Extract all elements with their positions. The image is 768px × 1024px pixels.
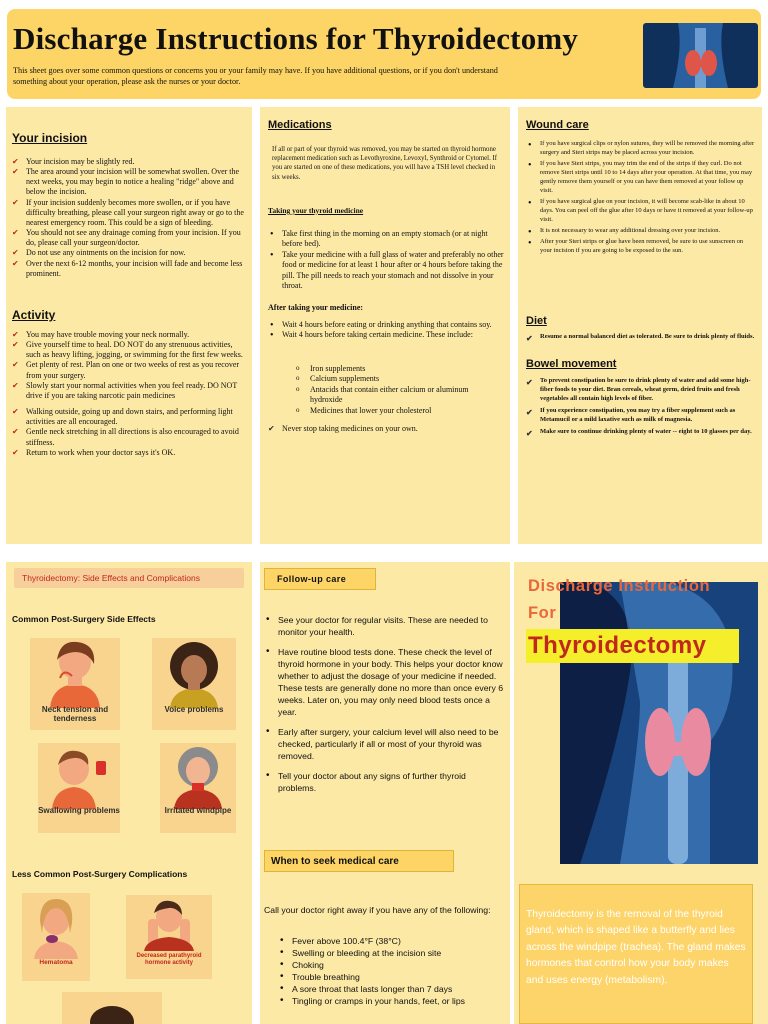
medications-intro: If all or part of your thyroid was removed, you may be started on thyroid hormone replacement medication such as Levothyroxine, Levoxyl, Synthroid or Cytomel. If you are started on one of these medications, you will have a TSH level checked in six weeks.	[272, 146, 497, 181]
list-item: ✔ You may have trouble moving your neck normally.	[12, 330, 248, 340]
activity-list	[12, 330, 248, 458]
cover-title-highlight	[526, 629, 739, 663]
list-item: ✔ Never stop taking medicines on your own.	[268, 424, 504, 433]
incision-activity-panel	[6, 107, 252, 544]
list-item: o Medicines that lower your cholesterol	[296, 406, 496, 416]
list-item: • Take your medicine with a full glass of water and preferably no other food or medicine for at least 1 hour after or 4 hours before taking the pill. The pill needs to reach your stomach and not dissolve in your throat.	[268, 250, 504, 292]
figure-swallowing-problems	[38, 743, 120, 833]
cover-title-line2: For	[528, 604, 557, 622]
thyroid-header-image	[643, 23, 758, 88]
list-item: ✔ Return to work when your doctor says it's OK.	[12, 448, 248, 458]
bowel-movement-list	[526, 377, 756, 437]
decreased-parathyroid-icon	[126, 895, 212, 951]
incision-list	[12, 157, 248, 279]
page-title: Discharge Instructions for Thyroidectomy	[13, 21, 579, 56]
list-item: o Iron supplements	[296, 364, 496, 374]
figure-neck-tension	[30, 638, 120, 730]
list-item: ✔ To prevent constipation be sure to drink plenty of water and add some high-fiber foods to your diet. Bran cereals, wheat germ, dried fruits and fresh vegetables all contain high levels of fiber.	[526, 377, 756, 404]
diet-heading: Diet	[526, 315, 547, 327]
figure-partial-bottom	[62, 992, 162, 1024]
figure-label: Voice problems	[164, 705, 224, 714]
list-item: • Wait 4 hours before eating or drinking anything that contains soy.	[268, 320, 504, 330]
list-item: • Have routine blood tests done. These check the level of thyroid hormone in your body. This helps your doctor know whether to adjust the dosage of your medicine if needed. These tests are generally done no more than once every 6 weeks. Later on, you may only need blood tests once a year.	[264, 646, 504, 718]
list-item: • Take first thing in the morning on an empty stomach (or at night before bed).	[268, 229, 504, 250]
figure-decreased-parathyroid	[126, 895, 212, 979]
list-item: ✔ Over the next 6-12 months, your incision will fade and become less prominent.	[12, 259, 248, 279]
incision-heading: Your incision	[12, 131, 88, 145]
diet-list	[526, 333, 756, 342]
figure-irritated-windpipe	[160, 743, 236, 833]
header-intro: This sheet goes over some common questions or concerns you or your family may have. If you have additional questions, or if you don't understand something about your operation, please ask the nurses or your doctor.	[13, 66, 498, 87]
list-item: • If you have surgical glue on your incision, it will become scab-like in about 10 days. You can peel off the glue after 10 days or have it removed at your follow-up visit.	[526, 198, 756, 225]
bowel-movement-heading: Bowel movement	[526, 358, 617, 370]
neck-thyroid-icon	[643, 23, 758, 88]
after-medicine-list	[268, 320, 504, 341]
cover-description: Thyroidectomy is the removal of the thyroid gland, which is shaped like a butterfly and lies across the windpipe (trachea). The gland makes hormones that control how your body makes and uses energy (metabolism).	[526, 909, 746, 986]
wound-care-list	[526, 140, 756, 256]
list-item: • See your doctor for regular visits. These are needed to monitor your health.	[264, 614, 504, 638]
list-item: • Choking	[278, 959, 504, 971]
cover-title-line1: Discharge Instruction	[528, 577, 711, 595]
taking-medicine-list	[268, 229, 504, 291]
person-icon	[62, 992, 162, 1024]
wound-care-heading: Wound care	[526, 119, 589, 131]
seek-care-heading-box	[264, 850, 454, 872]
list-item: ✔ Your incision may be slightly red.	[12, 157, 248, 167]
followup-list	[264, 614, 504, 794]
medicine-sub-list	[296, 364, 496, 416]
figure-label: Hematoma	[39, 959, 73, 966]
list-item: ✔ Resume a normal balanced diet as tolerated. Be sure to drink plenty of fluids.	[526, 333, 756, 342]
figure-hematoma	[22, 893, 90, 981]
hematoma-icon	[22, 893, 90, 959]
voice-problems-icon	[152, 638, 236, 708]
header-panel	[7, 9, 761, 99]
figure-label: Decreased parathyroid hormone activity	[136, 953, 202, 966]
taking-medicine-heading: Taking your thyroid medicine	[268, 206, 364, 215]
irritated-windpipe-icon	[160, 743, 236, 809]
cover-title-line3: Thyroidectomy	[528, 632, 707, 659]
seek-care-list	[278, 935, 504, 1007]
list-item: ✔ Do not use any ointments on the incision for now.	[12, 248, 248, 258]
list-item: • It is not necessary to wear any additional dressing over your incision.	[526, 227, 756, 236]
list-item: • Early after surgery, your calcium level will also need to be checked, particularly if all or most of your thyroid was removed.	[264, 726, 504, 762]
after-medicine-heading: After taking your medicine:	[268, 303, 364, 312]
cover-description-box	[519, 884, 753, 1024]
common-side-effects-heading: Common Post-Surgery Side Effects	[12, 614, 156, 624]
list-item: • Trouble breathing	[278, 971, 504, 983]
activity-heading: Activity	[12, 308, 56, 322]
list-item: ✔ If your incision suddenly becomes more swollen, or if you have difficulty breathing, please call your surgeon right away or go to the nearest emergency room. This could be a sign of bleeding.	[12, 198, 248, 228]
list-item: o Calcium supplements	[296, 374, 496, 384]
seek-care-intro: Call your doctor right away if you have any of the following:	[264, 905, 491, 915]
medications-panel	[260, 107, 510, 544]
list-item: o Antacids that contain either calcium or aluminum hydroxide	[296, 385, 496, 406]
followup-seek-panel	[260, 562, 510, 1024]
list-item: • Fever above 100.4°F (38°C)	[278, 935, 504, 947]
side-effects-panel	[6, 562, 252, 1024]
neck-tension-icon	[30, 638, 120, 708]
list-item: ✔ Slowly start your normal activities when you feel ready. DO NOT drive if you are taking narcotic pain medicines	[12, 381, 248, 401]
thyroid-anatomy-icon	[560, 582, 758, 864]
list-item: • Wait 4 hours before taking certain medicine. These include:	[268, 330, 504, 340]
wound-diet-bowel-panel	[518, 107, 762, 544]
figure-label: Irritated windpipe	[164, 806, 232, 815]
list-item: • Tingling or cramps in your hands, feet, or lips	[278, 995, 504, 1007]
list-item: ✔ You should not see any drainage coming from your incision. If you do, please call your surgeon/doctor.	[12, 228, 248, 248]
figure-label: Swallowing problems	[38, 806, 120, 815]
list-item: ✔ If you experience constipation, you may try a fiber supplement such as Metamucil or a mild laxative such as milk of magnesia.	[526, 407, 756, 425]
seek-care-heading: When to seek medical care	[271, 856, 399, 867]
list-item: ✔ The area around your incision will be somewhat swollen. Over the next weeks, you may begin to notice a healing "ridge" above and below the incision.	[12, 167, 248, 197]
list-item: • If you have surgical clips or nylon sutures, they will be removed the morning after surgery and Steri strips may be placed across your incision.	[526, 140, 756, 158]
list-item: • If you have Steri strips, you may trim the end of the strips if they curl. Do not remove Steri strips until 10 to 14 days after your operation. At that time, you may gently remove them yourself or you can have them removed at your follow up visit.	[526, 160, 756, 196]
list-item: ✔ Make sure to continue drinking plenty of water -- eight to 10 glasses per day.	[526, 428, 756, 437]
list-item: ✔ Walking outside, going up and down stairs, and performing light activities are all encouraged.	[12, 407, 248, 427]
less-common-complications-heading: Less Common Post-Surgery Complications	[12, 869, 188, 879]
followup-heading: Follow-up care	[277, 574, 347, 584]
figure-label: Neck tension and tenderness	[41, 705, 109, 723]
never-stop-list	[268, 424, 504, 433]
figure-voice-problems	[152, 638, 236, 730]
side-effects-banner	[14, 568, 244, 588]
list-item: • After your Steri strips or glue have been removed, be sure to use sunscreen on your incision if you are going to be exposed to the sun.	[526, 238, 756, 256]
thyroid-cover-image	[560, 582, 758, 864]
list-item: ✔ Get plenty of rest. Plan on one or two weeks of rest as you recover from your surgery.	[12, 360, 248, 380]
side-effects-banner-text: Thyroidectomy: Side Effects and Complications	[22, 573, 200, 583]
list-item: ✔ Give yourself time to heal. DO NOT do any strenuous activities, such as heavy lifting, jogging, or swimming for the first few weeks.	[12, 340, 248, 360]
list-item: • Swelling or bleeding at the incision site	[278, 947, 504, 959]
list-item: • Tell your doctor about any signs of further thyroid problems.	[264, 770, 504, 794]
medications-heading: Medications	[268, 119, 332, 131]
swallowing-problems-icon	[38, 743, 120, 809]
followup-heading-box	[264, 568, 376, 590]
cover-panel	[514, 562, 768, 1024]
list-item: • A sore throat that lasts longer than 7 days	[278, 983, 504, 995]
list-item: ✔ Gentle neck stretching in all directions is also encouraged to avoid stiffness.	[12, 427, 248, 447]
